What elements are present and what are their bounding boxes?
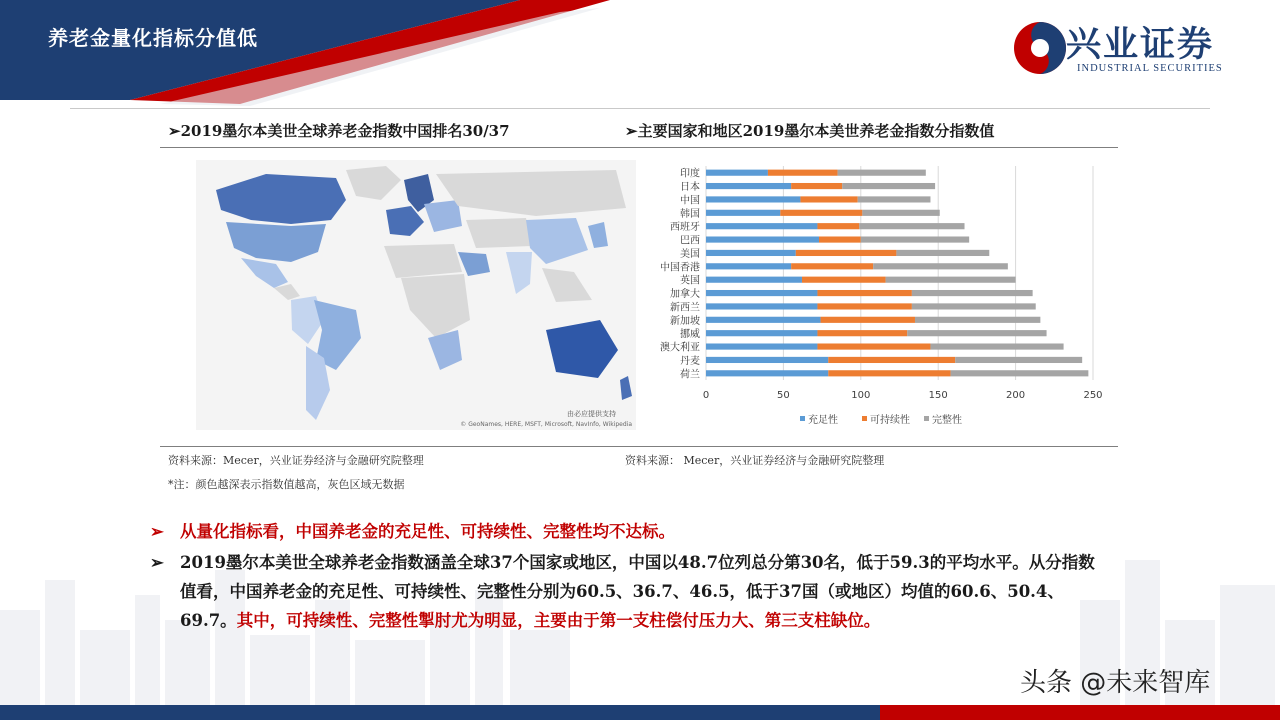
bar-segment [706, 343, 817, 349]
bullet-text-2 [180, 548, 1105, 635]
bar-segment [886, 277, 1016, 283]
legend-swatch [800, 416, 805, 421]
x-tick-label: 0 [702, 390, 710, 401]
figure-top-rule [160, 147, 1118, 148]
header-divider [70, 108, 1210, 109]
bar-segment [791, 183, 842, 189]
bar-segment [706, 303, 817, 309]
bar-segment [817, 223, 859, 229]
bullet-text-2-main: 2019墨尔本美世全球养老金指数涵盖全球37个国家或地区，中国以48.7位列总分第30名，低于59.3的平均水平。从分指数值看，中国养老金的充足性、可持续性、完整性分别为60.5、36.7、46.5，低于37国（或地区）均值的60.6、50.4、69.7。 [180, 553, 1095, 630]
bar-segment [780, 210, 862, 216]
map-source-note: 资料来源：Mecer，兴业证券经济与金融研究院整理 [168, 454, 424, 467]
x-tick-label: 250 [1083, 390, 1103, 401]
legend-swatch [862, 416, 867, 421]
bar-segment [915, 317, 1040, 323]
bar-segment [817, 290, 911, 296]
bar-segment [859, 223, 964, 229]
x-tick-label: 50 [777, 390, 790, 401]
bar-segment [706, 290, 817, 296]
bar-segment [706, 210, 780, 216]
bar-segment [706, 183, 791, 189]
bar-segment [819, 236, 861, 242]
bar-segment [706, 263, 791, 269]
y-category-label: 加拿大 [670, 289, 700, 301]
bar-segment [862, 210, 939, 216]
y-category-label: 新西兰 [670, 302, 700, 314]
map-footnote: *注：颜色越深表示指数值越高，灰色区域无数据 [168, 478, 405, 491]
bar-segment [912, 303, 1036, 309]
bar-segment [861, 236, 969, 242]
bar-segment [706, 223, 817, 229]
bullet-text-2-highlight: 其中，可持续性、完整性掣肘尤为明显，主要由于第一支柱偿付压力大、第三支柱缺位。 [236, 611, 881, 630]
y-category-label: 英国 [680, 275, 700, 287]
bar-segment [796, 250, 897, 256]
page-title: 养老金量化指标分值低 [48, 26, 258, 50]
y-category-label: 韩国 [680, 208, 700, 220]
map-region-north-africa [384, 244, 462, 278]
bullet-text-1: 从量化指标看，中国养老金的充足性、可持续性、完整性均不达标。 [180, 522, 675, 541]
bullet-arrow-icon: ➢ [150, 553, 164, 572]
map-figure-title: ➢2019墨尔本美世全球养老金指数中国排名30/37 [168, 122, 510, 140]
world-choropleth-map [196, 160, 636, 430]
y-category-label: 荷兰 [680, 369, 700, 381]
figure-bottom-rule [160, 446, 1118, 447]
y-category-label: 西班牙 [670, 222, 700, 234]
y-category-label: 中国 [680, 195, 700, 207]
bar-segment [706, 357, 828, 363]
y-category-label: 澳大利亚 [660, 342, 700, 354]
bar-segment [800, 196, 857, 202]
bar-segment [838, 170, 926, 176]
bar-segment [706, 196, 800, 202]
bar-segment [930, 343, 1063, 349]
legend-label: 完整性 [932, 415, 962, 426]
bar-segment [802, 277, 886, 283]
bar-segment [706, 277, 802, 283]
bar-segment [817, 343, 930, 349]
bar-segment [706, 170, 768, 176]
bar-segment [791, 263, 873, 269]
bar-segment [907, 330, 1046, 336]
bar-segment [706, 370, 828, 376]
bar-segment [768, 170, 838, 176]
bar-segment [955, 357, 1082, 363]
bar-segment [873, 263, 1008, 269]
y-category-label: 印度 [680, 168, 700, 180]
logo-subtext: INDUSTRIAL SECURITIES [1077, 63, 1223, 74]
chart-figure-title: ➢主要国家和地区2019墨尔本美世养老金指数分指数值 [625, 122, 995, 140]
bar-segment [817, 303, 911, 309]
y-category-label: 丹麦 [680, 355, 700, 367]
chart-source-note: 资料来源： Mecer，兴业证券经济与金融研究院整理 [625, 454, 885, 467]
y-category-label: 中国香港 [660, 262, 700, 274]
logo-text: 兴业证券 [1066, 24, 1215, 65]
bar-segment [706, 236, 819, 242]
bullet-point-1 [150, 517, 1105, 546]
footer-bar-navy [0, 705, 880, 720]
x-tick-label: 150 [928, 390, 948, 401]
bar-segment [828, 357, 955, 363]
bar-segment [817, 330, 907, 336]
y-category-label: 新加坡 [670, 315, 700, 327]
bar-segment [706, 317, 821, 323]
y-category-label: 挪威 [680, 329, 700, 341]
bar-segment [842, 183, 935, 189]
bullet-arrow-icon: ➢ [150, 522, 164, 541]
bar-segment [828, 370, 950, 376]
y-category-label: 日本 [680, 182, 700, 194]
y-category-label: 美国 [680, 248, 700, 260]
bar-segment [821, 317, 915, 323]
watermark-text: 头条 @未来智库 [1020, 668, 1211, 698]
bullet-point-2 [150, 548, 1105, 635]
header-banner [0, 0, 620, 110]
pension-subindex-bar-chart [640, 158, 1120, 433]
map-credit-top: 由必应提供支持 [567, 410, 616, 418]
map-credit-bottom: © GeoNames, HERE, MSFT, Microsoft, NavInfo, Wikipedia [460, 421, 632, 428]
y-category-label: 巴西 [680, 235, 700, 247]
bar-segment [858, 196, 931, 202]
footer-bar-red [880, 705, 1280, 720]
legend-label: 可持续性 [870, 415, 910, 426]
x-tick-label: 100 [851, 390, 871, 401]
map-region-central-asia [466, 218, 532, 248]
bar-segment [896, 250, 989, 256]
bar-segment [706, 330, 817, 336]
bar-segment [706, 250, 796, 256]
legend-swatch [924, 416, 929, 421]
legend-label: 充足性 [808, 415, 838, 426]
x-tick-label: 200 [1006, 390, 1026, 401]
bar-segment [912, 290, 1033, 296]
bar-segment [951, 370, 1089, 376]
